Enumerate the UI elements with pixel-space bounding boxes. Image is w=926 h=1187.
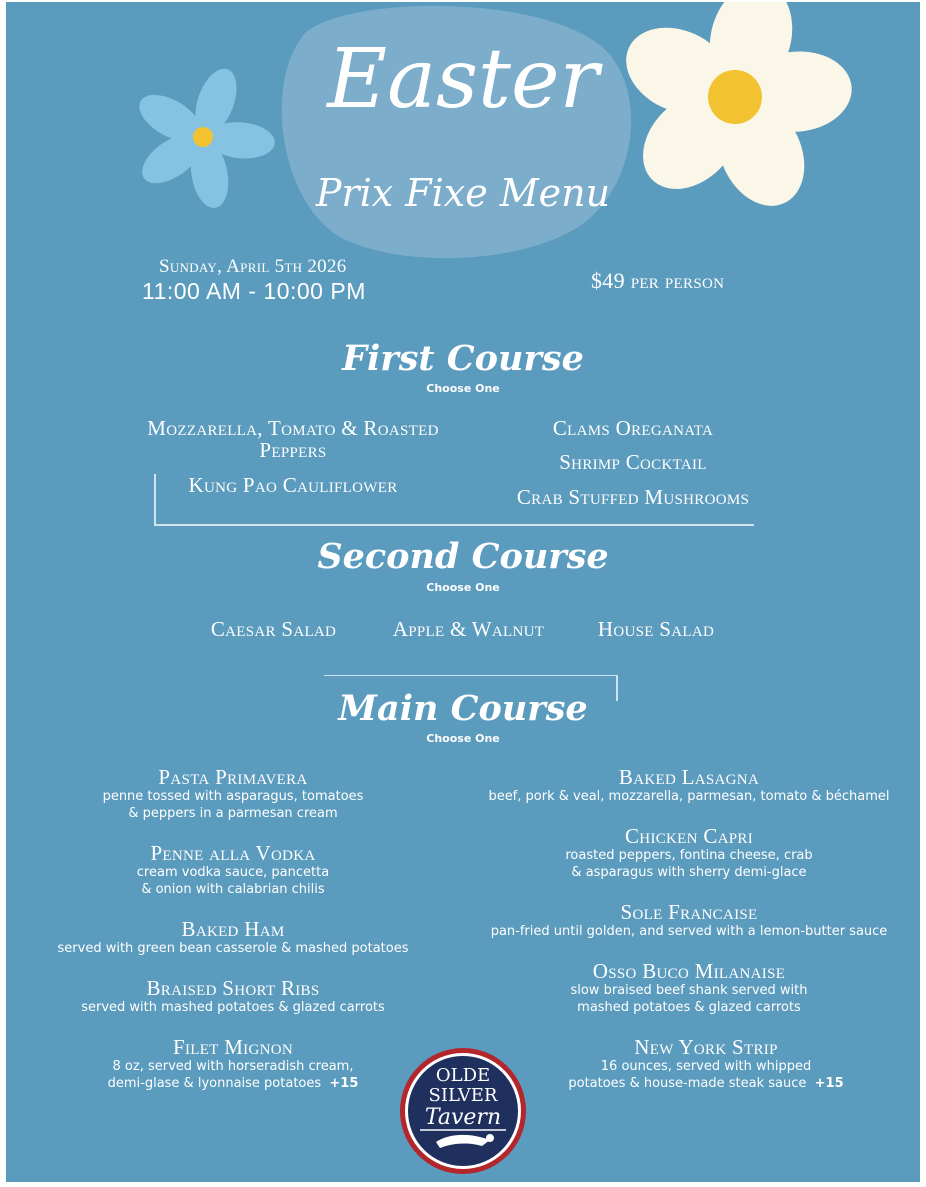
main-course-title: Main Course <box>338 688 588 729</box>
divider-line <box>154 474 156 526</box>
second-course-item: Apple & Walnut <box>392 617 545 641</box>
dish-description: & asparagus with sherry demi-glace <box>571 865 807 880</box>
menu-title: Easter <box>327 32 599 127</box>
main-course-item <box>26 842 440 898</box>
first-course-item: Crab Stuffed Mushrooms <box>516 485 750 509</box>
dish-description: pan-fried until golden, and served with a lemon-butter sauce <box>490 924 888 939</box>
dish-name: Pasta Primavera <box>158 765 308 789</box>
main-course-item <box>476 825 902 881</box>
logo-line-1: OLDE <box>435 1065 491 1086</box>
second-course-choose: Choose One <box>426 581 500 594</box>
logo-line-2: SILVER <box>428 1085 498 1106</box>
event-hours: 11:00 AM - 10:00 PM <box>142 278 366 304</box>
dish-name: Osso Buco Milanaise <box>592 959 786 983</box>
dish-name: Baked Ham <box>181 917 285 941</box>
dish-description: demi-glase & lyonnaise potatoes +15 <box>107 1076 359 1091</box>
dish-description: slow braised beef shank served with <box>570 983 808 998</box>
main-course-item <box>26 1036 440 1092</box>
dish-description: & peppers in a parmesan cream <box>128 806 338 821</box>
dish-name: Sole Francaise <box>620 900 758 924</box>
main-course-item <box>26 977 440 1016</box>
main-course-item <box>26 918 440 957</box>
dish-description: roasted peppers, fontina cheese, crab <box>565 848 813 863</box>
dish-description: 16 ounces, served with whipped <box>600 1059 812 1074</box>
first-course-title: First Course <box>342 338 584 379</box>
dish-description: beef, pork & veal, mozzarella, parmesan, tomato & béchamel <box>488 789 890 804</box>
second-course-item: Caesar Salad <box>210 617 337 641</box>
first-course-item: Shrimp Cocktail <box>559 450 707 474</box>
dish-name: Filet Mignon <box>172 1035 293 1059</box>
second-course-item: House Salad <box>597 617 715 641</box>
tavern-logo <box>398 1046 528 1176</box>
first-course-item: Mozzarella, Tomato & Roasted Peppers <box>147 416 439 462</box>
price-per-person: $49 per person <box>591 268 725 293</box>
dish-description: served with green bean casserole & mashed potatoes <box>57 941 409 956</box>
main-course-item <box>476 766 902 805</box>
main-course-item <box>476 960 902 1016</box>
dish-description: penne tossed with asparagus, tomatoes <box>102 789 364 804</box>
dish-description: & onion with calabrian chilis <box>141 882 325 897</box>
menu-card <box>6 2 920 1182</box>
dish-name: Braised Short Ribs <box>146 976 320 1000</box>
dish-description: served with mashed potatoes & glazed carrots <box>81 1000 385 1015</box>
dish-description: 8 oz, served with horseradish cream, <box>112 1059 354 1074</box>
divider-line <box>154 524 754 526</box>
dish-name: Chicken Capri <box>625 824 753 848</box>
dish-description: cream vodka sauce, pancetta <box>136 865 330 880</box>
dish-description: mashed potatoes & glazed carrots <box>577 1000 801 1015</box>
second-course-title: Second Course <box>317 536 609 577</box>
dish-name: New York Strip <box>634 1035 778 1059</box>
dish-description: potatoes & house-made steak sauce +15 <box>568 1076 844 1091</box>
dish-name: Penne alla Vodka <box>150 841 316 865</box>
event-date: Sunday, April 5th 2026 <box>159 256 347 277</box>
first-course-choose: Choose One <box>426 382 500 395</box>
logo-line-3: Tavern <box>424 1105 502 1130</box>
main-course-item <box>26 766 440 822</box>
main-course-item <box>476 901 902 940</box>
first-course-item: Clams Oreganata <box>552 416 714 440</box>
divider-line <box>324 675 618 676</box>
main-course-choose: Choose One <box>426 732 500 745</box>
first-course-item: Kung Pao Cauliflower <box>188 473 398 497</box>
dish-name: Baked Lasagna <box>618 765 760 789</box>
upcharge: +15 <box>814 1076 844 1091</box>
upcharge: +15 <box>329 1076 359 1091</box>
main-course-item <box>506 1036 906 1092</box>
menu-subtitle: Prix Fixe Menu <box>315 171 611 215</box>
